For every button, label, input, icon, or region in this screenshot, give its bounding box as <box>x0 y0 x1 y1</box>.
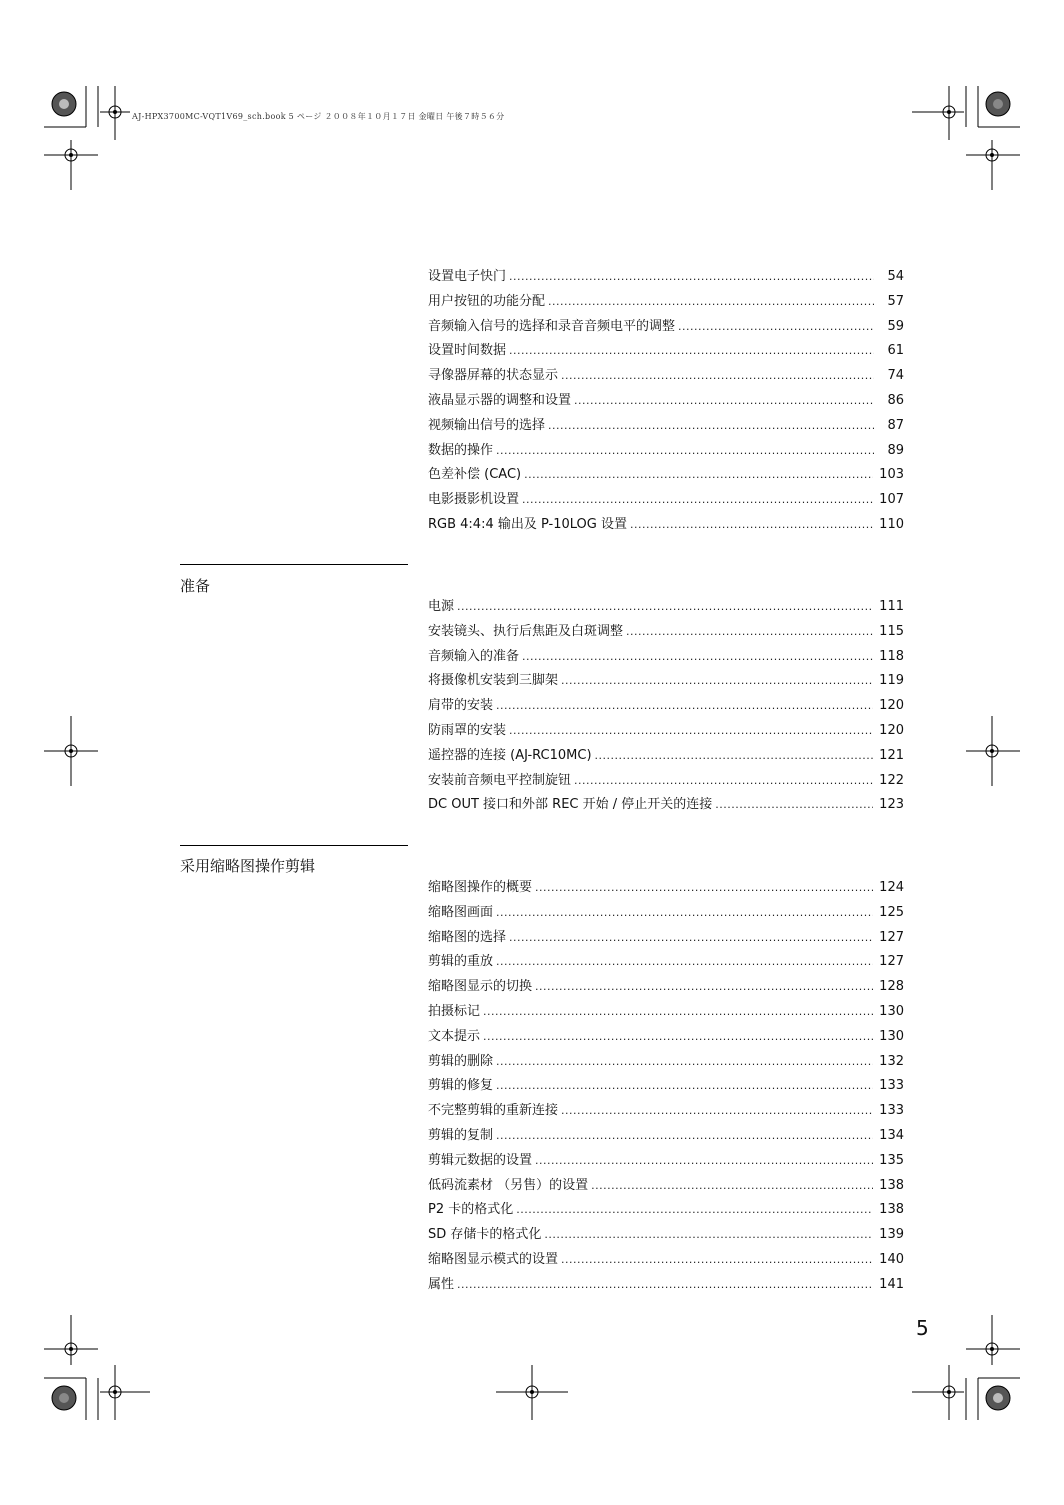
toc-entry[interactable] <box>428 463 904 488</box>
dot-leader <box>496 1079 873 1092</box>
toc-entry-page: 121 <box>879 747 904 763</box>
toc-entry[interactable] <box>428 265 904 290</box>
toc-entry-page: 133 <box>879 1103 904 1119</box>
toc-entry-page: 130 <box>879 1003 904 1019</box>
toc-entry[interactable] <box>428 694 904 719</box>
dot-leader <box>457 1278 873 1291</box>
toc-entry-page: 141 <box>879 1276 904 1292</box>
toc-entry[interactable] <box>428 513 904 538</box>
toc-entry-page: 122 <box>879 772 904 788</box>
toc-entry[interactable] <box>428 769 904 794</box>
dot-leader <box>561 1253 873 1266</box>
dot-leader <box>561 674 873 687</box>
toc-entry[interactable] <box>428 1223 904 1248</box>
toc-entry-page: 125 <box>879 904 904 920</box>
toc-entry[interactable] <box>428 1074 904 1099</box>
toc-entry-page: 74 <box>887 368 904 384</box>
toc-entry-page: 111 <box>879 599 904 614</box>
toc-entry-page: 120 <box>879 722 904 738</box>
toc-entry[interactable] <box>428 1099 904 1124</box>
toc-entry[interactable] <box>428 1149 904 1174</box>
toc-entry-label: 防雨罩的安装 <box>428 722 507 738</box>
toc-entry-label: 缩略图显示的切换 <box>428 979 533 995</box>
toc-entry-label: 剪辑的复制 <box>428 1127 494 1143</box>
toc-entry-label: 遥控器的连接 (AJ-RC10MC) <box>428 747 592 763</box>
toc-entry-page: 115 <box>879 623 904 639</box>
toc-entry-page: 103 <box>879 467 904 483</box>
dot-leader <box>715 798 873 811</box>
dot-leader <box>516 1203 873 1216</box>
toc-entry-label: 文本提示 <box>428 1028 481 1044</box>
toc-entry-label: SD 存储卡的格式化 <box>428 1227 542 1243</box>
dot-leader <box>548 295 874 308</box>
toc-list-preparation <box>428 595 904 818</box>
toc-entry-page: 127 <box>879 929 904 945</box>
toc-entry-label: 电源 <box>428 599 455 614</box>
dot-leader <box>591 1179 873 1192</box>
toc-entry[interactable] <box>428 901 904 926</box>
toc-entry[interactable] <box>428 1273 904 1298</box>
toc-entry-page: 124 <box>879 880 904 895</box>
section-title-preparation: 准备 <box>180 577 211 595</box>
toc-entry-label: 电影摄影机设置 <box>428 492 520 508</box>
dot-leader <box>561 369 874 382</box>
toc-entry[interactable] <box>428 488 904 513</box>
toc-entry-label: 安装镜头、执行后焦距及白斑调整 <box>428 623 624 639</box>
toc-entry-page: 89 <box>887 442 904 458</box>
toc-entry-label: 将摄像机安装到三脚架 <box>428 673 559 689</box>
toc-entry[interactable] <box>428 1248 904 1273</box>
toc-entry-page: 130 <box>879 1028 904 1044</box>
toc-entry[interactable] <box>428 439 904 464</box>
toc-entry[interactable] <box>428 645 904 670</box>
toc-entry-page: 134 <box>879 1127 904 1143</box>
dot-leader <box>544 1228 873 1241</box>
toc-entry-label: 缩略图操作的概要 <box>428 880 533 895</box>
dot-leader <box>522 650 873 663</box>
toc-entry-label: 低码流素材 （另售）的设置 <box>428 1177 589 1193</box>
toc-entry-label: 剪辑的删除 <box>428 1053 494 1069</box>
toc-entry-page: 57 <box>887 293 904 309</box>
toc-entry-label: 寻像器屏幕的状态显示 <box>428 368 559 384</box>
dot-leader <box>483 1005 873 1018</box>
toc-entry[interactable] <box>428 975 904 1000</box>
dot-leader <box>626 625 873 638</box>
dot-leader <box>509 270 874 283</box>
toc-entry-label: 安装前音频电平控制旋钮 <box>428 772 572 788</box>
dot-leader <box>548 419 874 432</box>
dot-leader <box>678 320 874 333</box>
toc-entry[interactable] <box>428 1050 904 1075</box>
toc-entry[interactable] <box>428 595 904 620</box>
toc-entry-label: 用户按钮的功能分配 <box>428 293 546 309</box>
toc-entry-label: 不完整剪辑的重新连接 <box>428 1103 559 1119</box>
dot-leader <box>509 931 873 944</box>
toc-entry-page: 54 <box>887 269 904 284</box>
dot-leader <box>574 774 873 787</box>
toc-entry-page: 140 <box>879 1251 904 1267</box>
toc-entry-page: 119 <box>879 673 904 689</box>
toc-entry-label: 剪辑元数据的设置 <box>428 1152 533 1168</box>
dot-leader <box>483 1030 873 1043</box>
dot-leader <box>509 344 874 357</box>
toc-entry-label: 数据的操作 <box>428 442 494 458</box>
toc-entry-page: 107 <box>879 492 904 508</box>
dot-leader <box>535 881 873 894</box>
toc-entry-label: 缩略图显示模式的设置 <box>428 1251 559 1267</box>
toc-entry-page: 120 <box>879 698 904 714</box>
dot-leader <box>457 600 873 613</box>
toc-entry-label: 缩略图画面 <box>428 904 494 920</box>
dot-leader <box>522 493 873 506</box>
toc-entry-page: 135 <box>879 1152 904 1168</box>
toc-entry-page: 110 <box>879 516 904 532</box>
section-divider <box>180 845 408 846</box>
dot-leader <box>496 955 873 968</box>
toc-entry-label: P2 卡的格式化 <box>428 1202 514 1218</box>
toc-list-thumbnail-editing <box>428 876 904 1298</box>
toc-entry-page: 138 <box>879 1177 904 1193</box>
dot-leader <box>496 906 873 919</box>
toc-entry-page: 123 <box>879 797 904 813</box>
dot-leader <box>496 699 873 712</box>
toc-entry[interactable] <box>428 620 904 645</box>
toc-entry-label: 剪辑的修复 <box>428 1078 494 1094</box>
toc-entry-label: 音频输入的准备 <box>428 648 520 664</box>
toc-entry-label: 剪辑的重放 <box>428 954 494 970</box>
toc-entry[interactable] <box>428 339 904 364</box>
dot-leader <box>561 1104 873 1117</box>
toc-entry-label: 音频输入信号的选择和录音音频电平的调整 <box>428 318 676 334</box>
dot-leader <box>630 518 873 531</box>
toc-entry[interactable] <box>428 926 904 951</box>
toc-entry[interactable] <box>428 744 904 769</box>
toc-entry[interactable] <box>428 1124 904 1149</box>
toc-entry-page: 87 <box>887 417 904 433</box>
toc-entry-label: 色差补偿 (CAC) <box>428 467 522 483</box>
toc-entry-label: 设置电子快门 <box>428 269 507 284</box>
toc-entry-page: 86 <box>887 392 904 408</box>
toc-entry-page: 133 <box>879 1078 904 1094</box>
toc-entry-page: 127 <box>879 954 904 970</box>
page-number: 5 <box>916 1316 929 1340</box>
toc-entry-label: DC OUT 接口和外部 REC 开始 / 停止开关的连接 <box>428 797 713 813</box>
print-header-line: AJ-HPX3700MC-VQT1V69_sch.book 5 ページ ２００８年１０月１７日 金曜日 午後７時５６分 <box>132 112 505 121</box>
toc-entry[interactable] <box>428 719 904 744</box>
toc-entry[interactable] <box>428 1025 904 1050</box>
toc-entry-page: 138 <box>879 1202 904 1218</box>
dot-leader <box>535 980 873 993</box>
toc-entry[interactable] <box>428 290 904 315</box>
toc-entry-label: 液晶显示器的调整和设置 <box>428 392 572 408</box>
toc-entry[interactable] <box>428 669 904 694</box>
toc-entry[interactable] <box>428 950 904 975</box>
dot-leader <box>535 1154 873 1167</box>
toc-entry-page: 128 <box>879 979 904 995</box>
toc-entry[interactable] <box>428 315 904 340</box>
dot-leader <box>509 724 873 737</box>
dot-leader <box>496 1129 873 1142</box>
toc-entry-page: 139 <box>879 1227 904 1243</box>
toc-entry[interactable] <box>428 793 904 818</box>
toc-entry-label: 肩带的安装 <box>428 698 494 714</box>
toc-entry-label: 缩略图的选择 <box>428 929 507 945</box>
toc-entry[interactable] <box>428 389 904 414</box>
toc-entry[interactable] <box>428 1000 904 1025</box>
dot-leader <box>595 749 874 762</box>
toc-entry-page: 61 <box>887 343 904 359</box>
toc-list-continued <box>428 265 904 538</box>
dot-leader <box>524 468 873 481</box>
toc-entry-label: 视频输出信号的选择 <box>428 417 546 433</box>
toc-entry-label: RGB 4:4:4 输出及 P-10LOG 设置 <box>428 516 627 532</box>
toc-entry[interactable] <box>428 1174 904 1199</box>
dot-leader <box>496 444 874 457</box>
toc-entry[interactable] <box>428 876 904 901</box>
toc-entry-label: 属性 <box>428 1276 455 1292</box>
toc-entry-label: 拍摄标记 <box>428 1003 481 1019</box>
toc-entry[interactable] <box>428 364 904 389</box>
toc-entry-page: 59 <box>887 318 904 334</box>
toc-entry[interactable] <box>428 414 904 439</box>
section-divider <box>180 564 408 565</box>
toc-entry[interactable] <box>428 1198 904 1223</box>
toc-entry-page: 118 <box>879 648 904 664</box>
dot-leader <box>574 394 874 407</box>
dot-leader <box>496 1055 873 1068</box>
toc-entry-label: 设置时间数据 <box>428 343 507 359</box>
section-title-thumbnail-editing: 采用缩略图操作剪辑 <box>180 857 316 875</box>
toc-entry-page: 132 <box>879 1053 904 1069</box>
